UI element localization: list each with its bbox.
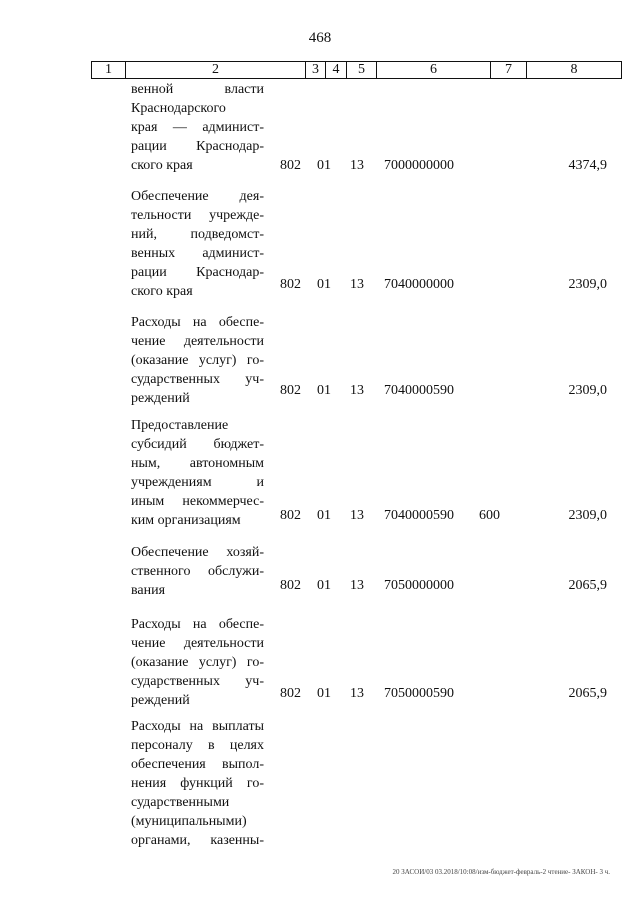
description-line: Предоставление [131,418,229,433]
header-col-2: 2 [126,62,306,78]
description-line: края — админист- [131,120,264,135]
cell-ministry-code: 802 [280,578,301,593]
description-line: рации Краснодар- [131,139,264,154]
row-description [131,615,264,710]
cell-section-code: 01 [317,277,331,292]
cell-section-code: 01 [317,508,331,523]
description-line: учреждениям и [131,475,264,490]
description-line: венных админист- [131,246,264,261]
description-line: чение деятельности [131,636,264,651]
description-line: ным, автономным [131,456,264,471]
cell-target-code: 7040000000 [384,277,454,292]
description-line: реждений [131,693,190,708]
cell-section-code: 01 [317,578,331,593]
header-col-7: 7 [491,62,527,78]
cell-ministry-code: 802 [280,686,301,701]
description-line: тельности учрежде- [131,208,264,223]
description-line: ского края [131,284,193,299]
cell-amount: 2065,9 [568,578,607,593]
header-col-5: 5 [347,62,377,78]
header-col-6: 6 [377,62,491,78]
cell-target-code: 7050000590 [384,686,454,701]
cell-amount: 2309,0 [568,383,607,398]
row-description [131,80,264,175]
cell-ministry-code: 802 [280,158,301,173]
cell-section-code: 01 [317,158,331,173]
description-line: (оказание услуг) го- [131,353,264,368]
description-line: рации Краснодар- [131,265,264,280]
cell-section-code: 01 [317,686,331,701]
cell-ministry-code: 802 [280,277,301,292]
description-line: сударственными [131,795,230,810]
description-line: сударственных уч- [131,674,264,689]
cell-subsection-code: 13 [350,383,364,398]
row-description [131,717,264,850]
row-description [131,313,264,408]
description-line: Расходы на обеспе- [131,315,264,330]
header-col-8: 8 [570,62,578,77]
row-description [131,416,264,530]
cell-amount: 2309,0 [568,277,607,292]
row-description [131,187,264,301]
cell-subsection-code: 13 [350,508,364,523]
description-line: сударственных уч- [131,372,264,387]
description-line: ким организациям [131,513,241,528]
description-line: персоналу в целях [131,738,264,753]
description-line: ственного обслужи- [131,564,264,579]
description-line: Краснодарского [131,101,226,116]
description-line: нения функций го- [131,776,264,791]
description-line: ского края [131,158,193,173]
cell-ministry-code: 802 [280,383,301,398]
description-line: ний, подведомст- [131,227,264,242]
description-line: иным некоммерчес- [131,494,264,509]
description-line: Обеспечение хозяй- [131,545,264,560]
description-line: (оказание услуг) го- [131,655,264,670]
description-line: субсидий бюджет- [131,437,264,452]
cell-target-code: 7040000590 [384,508,454,523]
row-description [131,543,264,600]
cell-target-code: 7050000000 [384,578,454,593]
description-line: Обеспечение дея- [131,189,264,204]
description-line: Расходы на обеспе- [131,617,264,632]
table-header [91,61,622,79]
description-line: реждений [131,391,190,406]
description-line: чение деятельности [131,334,264,349]
cell-subsection-code: 13 [350,277,364,292]
description-line: вания [131,583,166,598]
cell-target-code: 7000000000 [384,158,454,173]
cell-ministry-code: 802 [280,508,301,523]
cell-subsection-code: 13 [350,158,364,173]
cell-expense-type: 600 [479,508,500,523]
description-line: органами, казенны- [131,833,264,848]
document-footer: 20 ЗАСОИ/03 03.2018/10:08/изм-бюджет-февраль-2 чтение- ЗАКОН- 3 ч. [392,868,610,876]
description-line: обеспечения выпол- [131,757,264,772]
cell-subsection-code: 13 [350,686,364,701]
cell-subsection-code: 13 [350,578,364,593]
cell-section-code: 01 [317,383,331,398]
description-line: венной власти [131,82,264,97]
cell-amount: 2309,0 [568,508,607,523]
description-line: Расходы на выплаты [131,719,264,734]
header-col-3: 3 [306,62,326,78]
cell-target-code: 7040000590 [384,383,454,398]
cell-amount: 2065,9 [568,686,607,701]
description-line: (муниципальными) [131,814,247,829]
header-col-1: 1 [92,62,126,78]
cell-amount: 4374,9 [568,158,607,173]
header-col-4: 4 [326,62,347,78]
page-number: 468 [308,30,332,46]
